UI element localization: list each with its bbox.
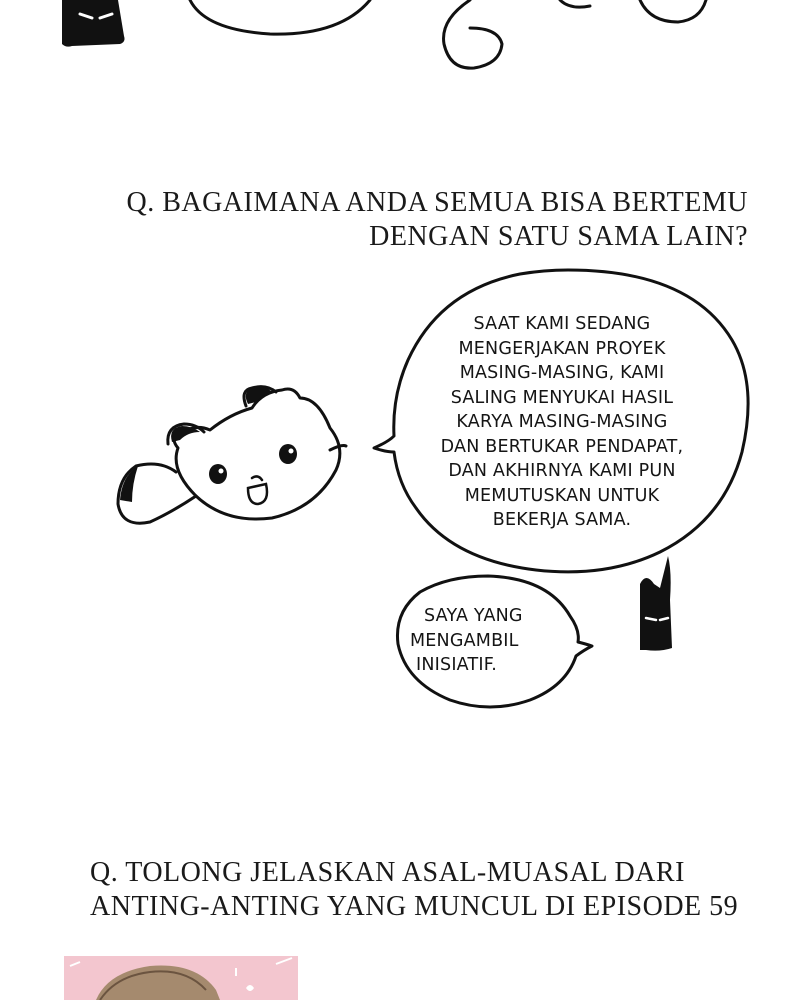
bubble-2-line: SAYA YANG [424, 606, 523, 626]
bubble-1-line: KARYA MASING-MASING [456, 412, 668, 432]
bubble-2-line: MENGAMBIL [410, 630, 519, 651]
white-creature-character [118, 387, 346, 524]
black-cat-character [640, 556, 672, 651]
bubble-1-line: MEMUTUSKAN UNTUK [464, 485, 660, 506]
bubble-2-line: INISIATIF. [416, 655, 497, 675]
bubble-1-line: DAN BERTUKAR PENDAPAT, [440, 436, 684, 457]
bubble-1-line: SAAT KAMI SEDANG [473, 314, 651, 334]
top-creature-fragment [190, 0, 706, 68]
speech-bubble-large-text [412, 312, 712, 533]
question-1-line-2: DENGAN SATU SAMA LAIN? [369, 221, 748, 252]
bubble-1-line: SALING MENYUKAI HASIL [450, 387, 674, 408]
bubble-1-line: MENGERJAKAN PROYEK [458, 338, 666, 359]
question-1 [88, 186, 748, 254]
question-1-line-1: Q. BAGAIMANA ANDA SEMUA BISA BERTEMU [126, 187, 748, 218]
bubble-1-line: MASING-MASING, KAMI [459, 363, 665, 383]
question-2-line-1: Q. TOLONG JELASKAN ASAL-MUASAL DARI [90, 857, 685, 888]
bottom-pink-panel-fragment [64, 956, 298, 1000]
speech-bubble-small-text [410, 604, 550, 678]
bubble-1-line: BEKERJA SAMA. [492, 510, 632, 530]
question-2 [90, 856, 750, 924]
bubble-1-line: DAN AKHIRNYA KAMI PUN [448, 461, 676, 481]
top-black-character-fragment [62, 0, 125, 47]
question-2-line-2: ANTING-ANTING YANG MUNCUL DI EPISODE 59 [90, 891, 739, 922]
